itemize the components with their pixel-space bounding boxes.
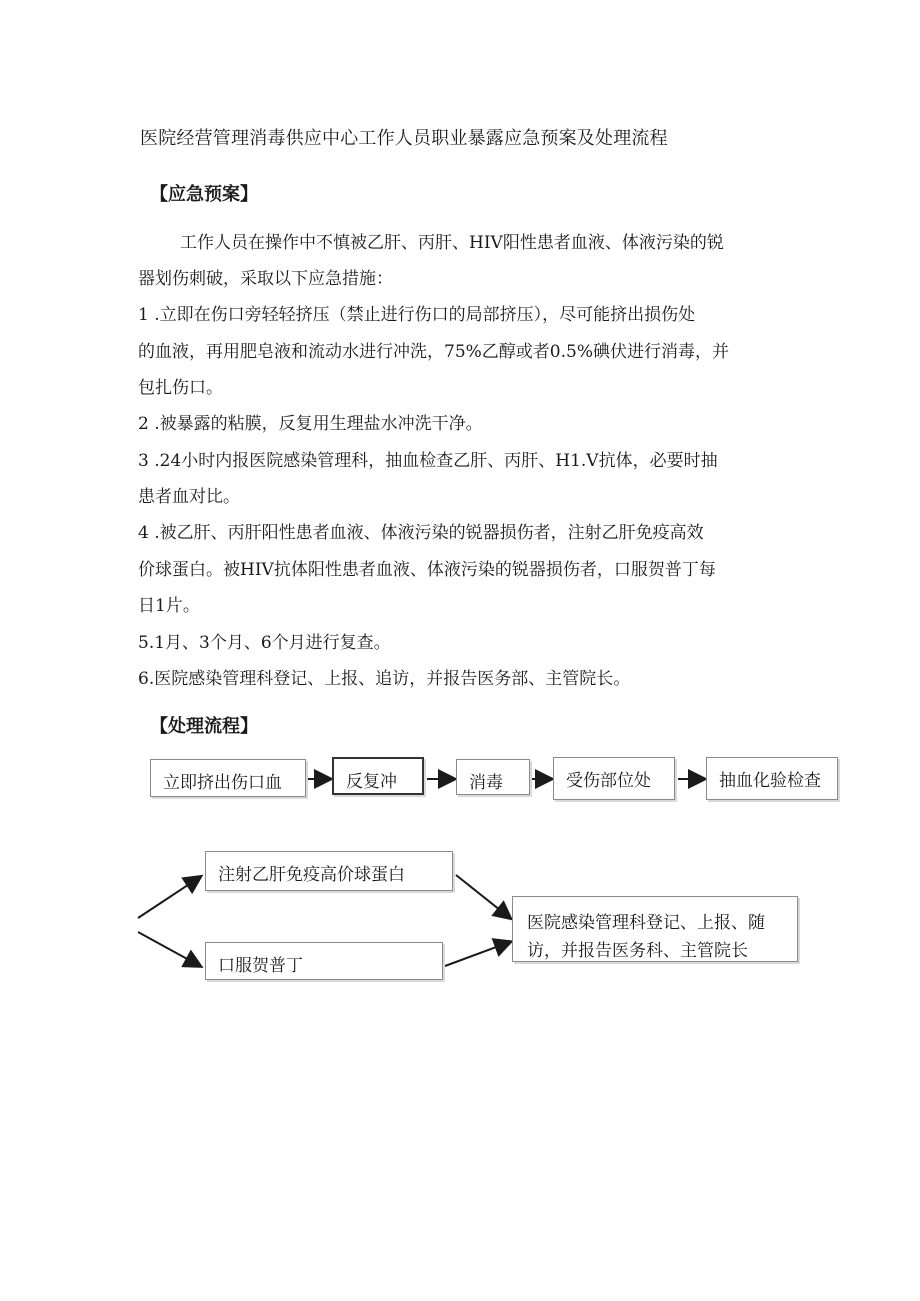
item-2: 2 .被暴露的粘膜，反复用生理盐水冲洗干净。 xyxy=(138,414,483,434)
item-6: 6.医院感染管理科登记、上报、追访，并报告医务部、主管院长。 xyxy=(138,669,631,689)
flow-branch-oral-medication xyxy=(205,942,443,980)
item-1-line-2: 的血液，再用肥皂液和流动水进行冲洗，75%乙醇或者0.5%碘伏进行消毒，并 xyxy=(138,342,729,362)
item-3-line-1: 3 .24小时内报医院感染管理科，抽血检查乙肝、丙肝、H1.V抗体，必要时抽 xyxy=(138,451,718,471)
document-title: 医院经营管理消毒供应中心工作人员职业暴露应急预案及处理流程 xyxy=(140,128,668,149)
flow-branch-immunoglobulin-label: 注射乙肝免疫高价球蛋白 xyxy=(218,865,405,885)
emergency-heading: 【应急预案】 xyxy=(150,184,258,205)
arrow-branch-a-to-report xyxy=(456,875,510,918)
flow-report-label: 医院感染管理科登记、上报、随访，并报告医务科、主管院长 xyxy=(527,913,765,961)
flow-step-disinfect-label: 消毒 xyxy=(469,773,503,793)
flow-step-rinse-label: 反复冲 xyxy=(346,772,397,792)
item-1-line-3: 包扎伤口。 xyxy=(138,378,223,398)
arrow-to-branch-a xyxy=(138,877,200,918)
flow-step-rinse xyxy=(332,757,424,795)
flow-step-squeeze-wound xyxy=(150,759,306,797)
flow-report-box xyxy=(512,896,798,962)
flow-step-wound-site xyxy=(553,757,675,800)
arrow-to-branch-b xyxy=(138,932,200,966)
item-5: 5.1月、3个月、6个月进行复查。 xyxy=(138,633,391,653)
item-4-line-3: 日1片。 xyxy=(138,596,200,616)
intro-line-1: 工作人员在操作中不慎被乙肝、丙肝、HIV阳性患者血液、体液污染的锐 xyxy=(180,233,724,253)
item-1-line-1: 1 .立即在伤口旁轻轻挤压（禁止进行伤口的局部挤压），尽可能挤出损伤处 xyxy=(138,305,696,325)
arrow-branch-b-to-report xyxy=(445,942,510,966)
flow-heading: 【处理流程】 xyxy=(150,716,258,737)
flow-step-wound-site-label: 受伤部位处 xyxy=(566,771,651,791)
flow-step-blood-test xyxy=(706,757,838,800)
intro-line-2: 器划伤刺破，采取以下应急措施： xyxy=(138,269,393,289)
item-4-line-2: 价球蛋白。被HIV抗体阳性患者血液、体液污染的锐器损伤者，口服贺普丁每 xyxy=(138,560,716,580)
item-3-line-2: 患者血对比。 xyxy=(138,487,240,507)
flow-branch-oral-medication-label: 口服贺普丁 xyxy=(218,956,303,976)
flow-step-squeeze-wound-label: 立即挤出伤口血 xyxy=(163,773,282,793)
flow-branch-immunoglobulin xyxy=(205,851,453,891)
item-4-line-1: 4 .被乙肝、丙肝阳性患者血液、体液污染的锐器损伤者，注射乙肝免疫高效 xyxy=(138,523,704,543)
flow-step-disinfect xyxy=(456,759,530,795)
flow-step-blood-test-label: 抽血化验检查 xyxy=(719,771,821,791)
